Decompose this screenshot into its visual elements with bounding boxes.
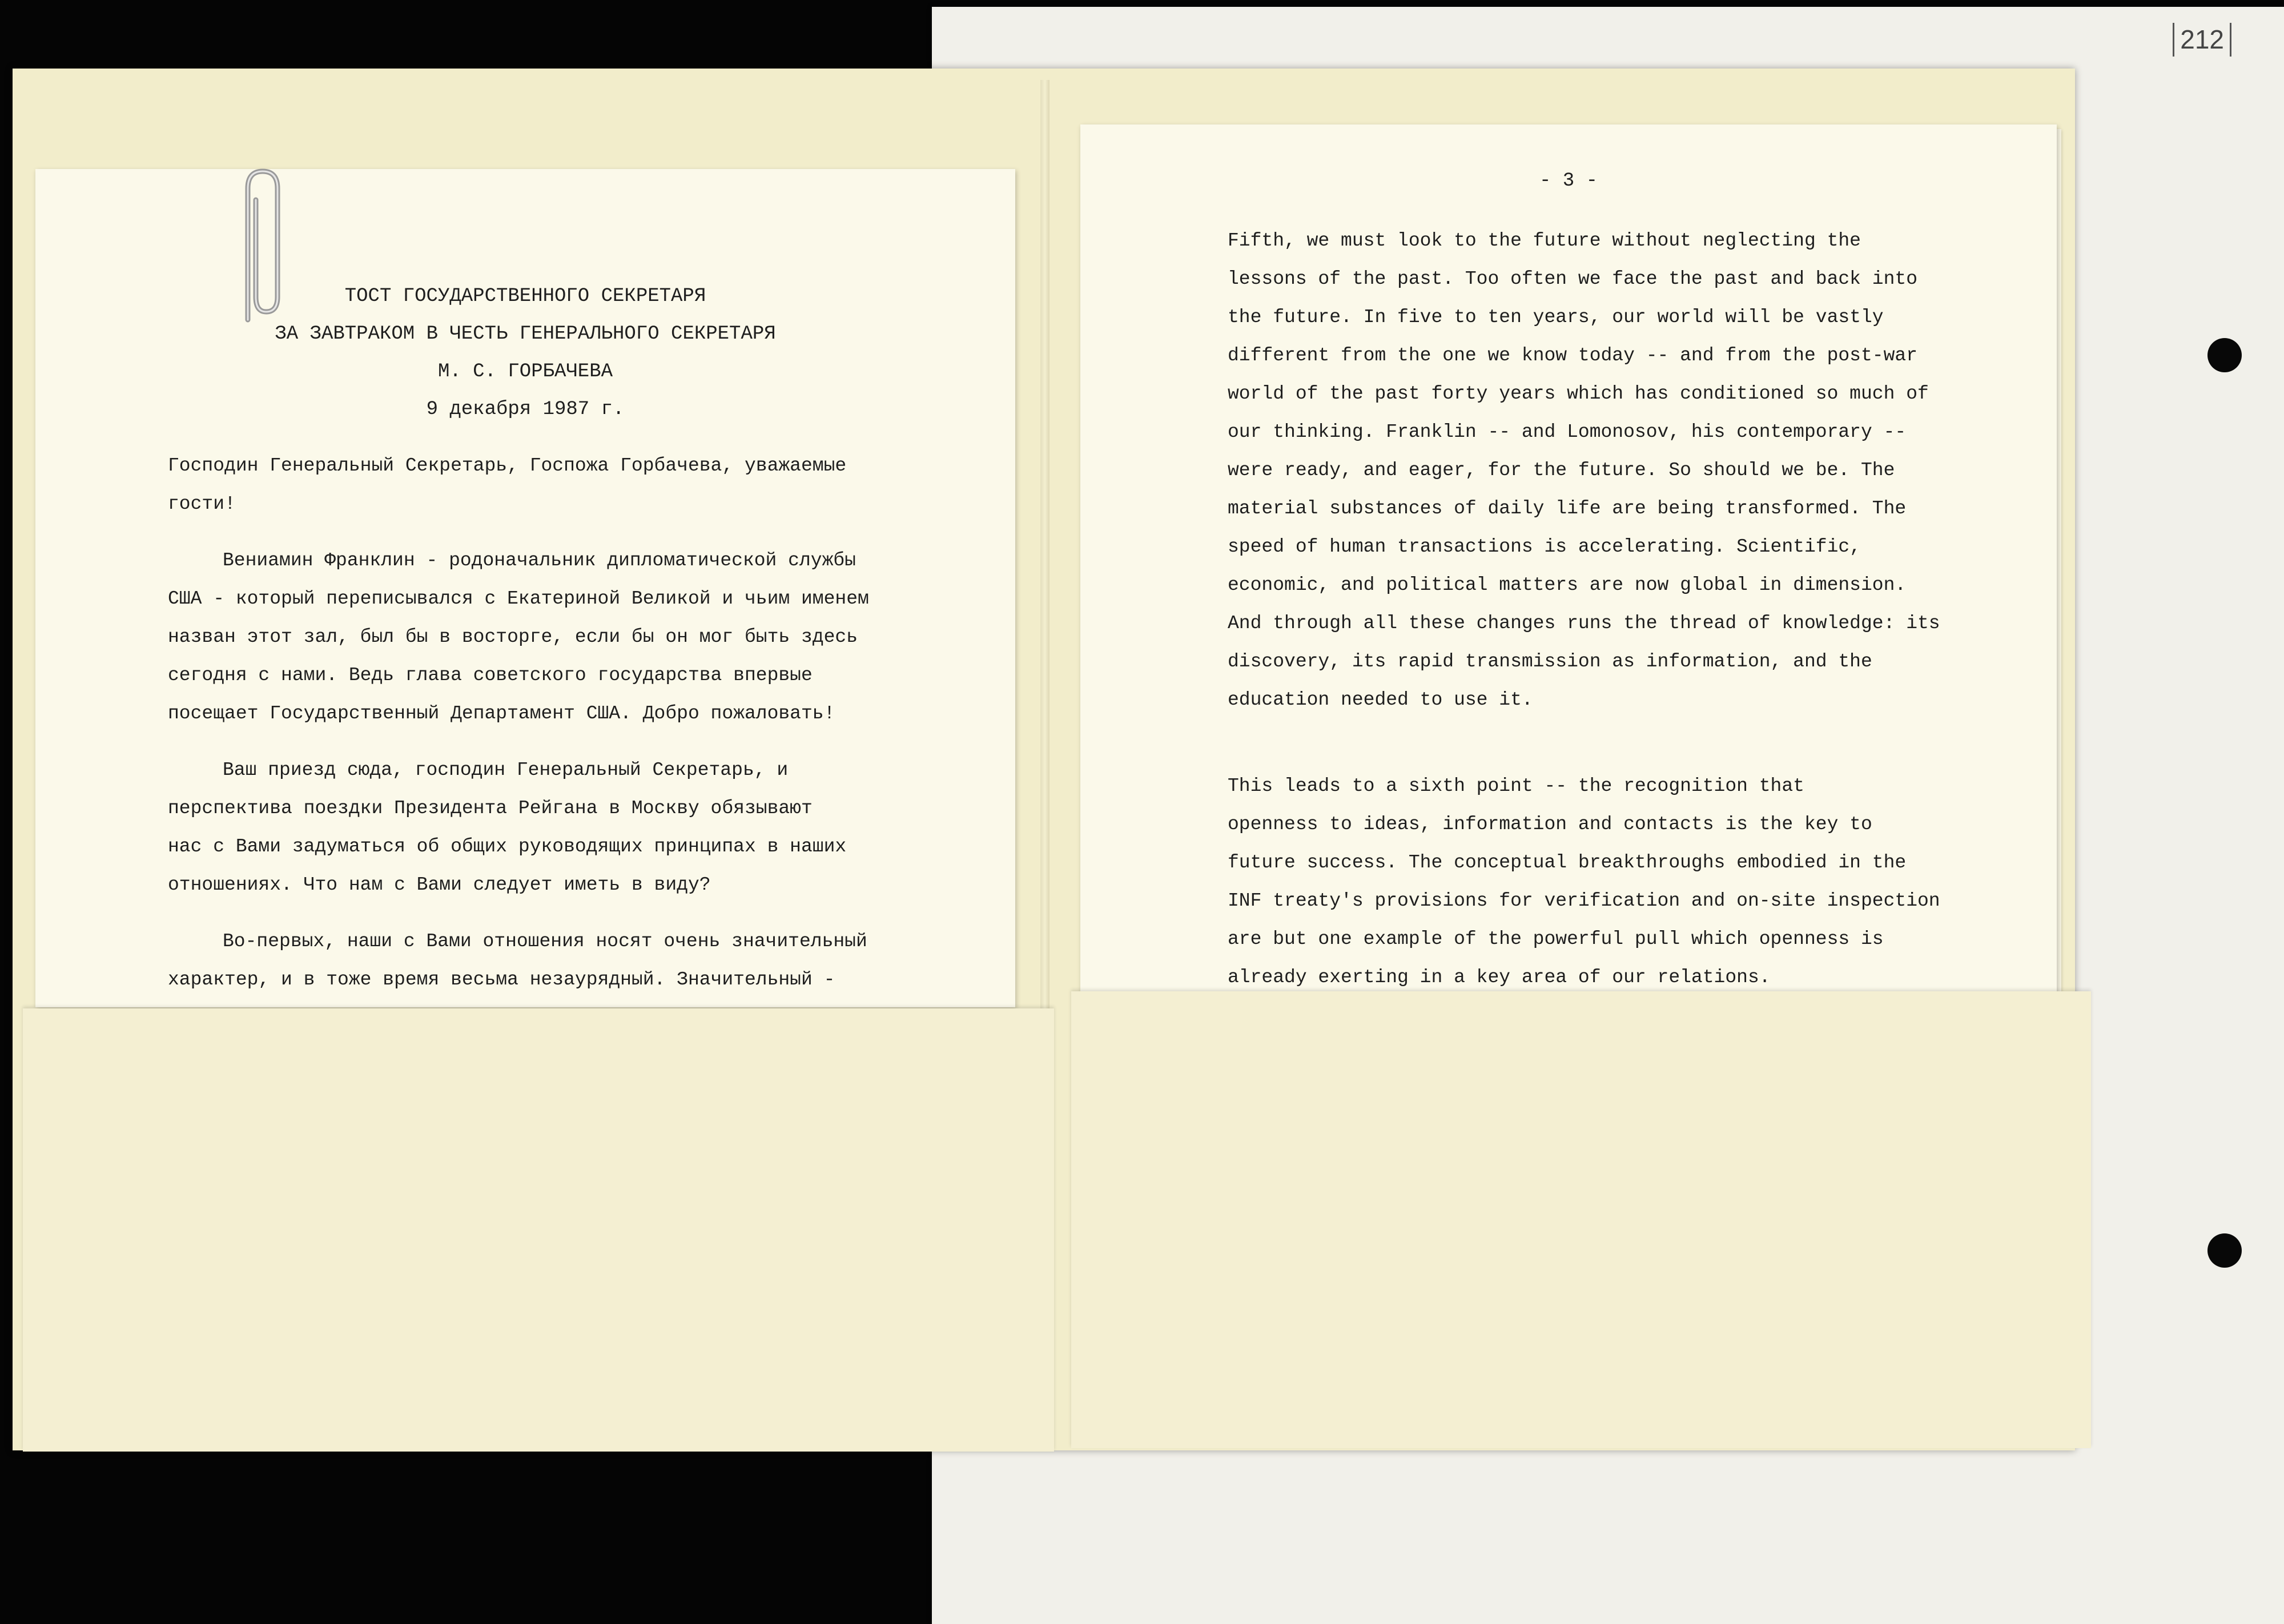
russian-toast-page xyxy=(35,169,1015,1007)
paragraph-first-point: Во-первых, наши с Вами отношения носят очень значительный характер, и в тоже время весьма незаурядный. Значительный - xyxy=(168,931,867,990)
paragraph-visit: Ваш приезд сюда, господин Генеральный Секретарь, и перспектива поездки Президента Рейгана в Москву обязывают нас с Вами задуматься об общих руководящих принципах в наших отношениях. Что нам с Вами следует иметь в виду? xyxy=(168,759,847,895)
paragraph-fifth-point: Fifth, we must look to the future without neglecting the lessons of the past. Too often we face the past and back into the future. In five to ten years, our world will be vastly different from the one we know today -- and from the post-war world of the past forty years which has conditioned so much of our thinking. Franklin -- and Lomonosov, his contemporary -- were ready, and eager, for the future. So should we be. The material substances of daily life are being transformed. The speed of human transactions is accelerating. Scientific, economic, and political matters are now global in dimension. And through all these changes runs the thread of knowledge: its discovery, its rapid transmission as information, and the education needed to use it. xyxy=(1228,230,1940,710)
paragraph-franklin: Вениамин Франклин - родоначальник дипломатической службы США - который переписывался с Екатериной Великой и чьим именем назван этот зал, был бы в восторге, если бы он мог быть здесь сегодня с нами. Ведь глава советского государства впервые посещает Государственный Департамент США. Добро пожаловать! xyxy=(168,550,869,724)
binder-hole xyxy=(2207,1233,2242,1268)
title-date: 9 декабря 1987 г. xyxy=(426,399,625,420)
title-line: М. С. ГОРБАЧЕВА xyxy=(437,361,613,383)
russian-title-block xyxy=(35,278,1015,428)
paragraph-salutation: Господин Генеральный Секретарь, Госпожа Горбачева, уважаемые гости! xyxy=(168,455,847,514)
binder-hole xyxy=(2207,338,2242,372)
paper-clip-icon xyxy=(231,166,290,325)
title-line: ЗА ЗАВТРАКОМ В ЧЕСТЬ ГЕНЕРАЛЬНОГО СЕКРЕТАРЯ xyxy=(275,323,776,345)
archive-folder-number: 212 xyxy=(2173,23,2231,57)
russian-text-body xyxy=(168,447,990,1017)
page-number: - 3 - xyxy=(1539,170,1598,192)
paragraph-sixth-point: This leads to a sixth point -- the recognition that openness to ideas, information and contacts is the key to future success. The conceptual breakthroughs embodied in the INF treaty's provisions for verification and on-site inspection are but one example of the powerful pull which openness is already exerting in a key area of our relations. xyxy=(1228,775,1940,988)
title-line: ТОСТ ГОСУДАРСТВЕННОГО СЕКРЕТАРЯ xyxy=(344,286,706,307)
left-folder-pocket xyxy=(23,1008,1054,1452)
right-folder-pocket xyxy=(1071,991,2091,1448)
